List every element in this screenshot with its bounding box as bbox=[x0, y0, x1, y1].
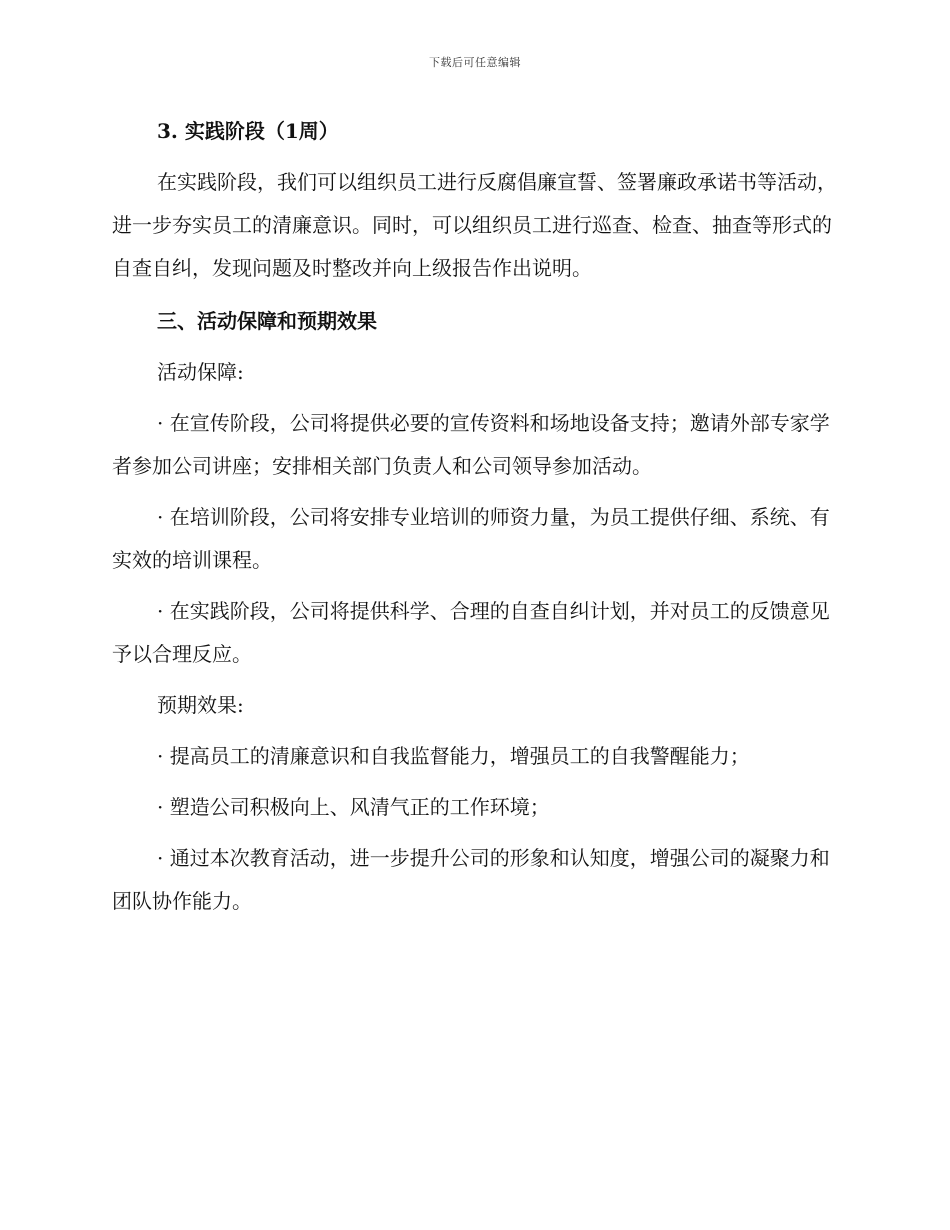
paragraph-practice-stage: 在实践阶段，我们可以组织员工进行反腐倡廉宣誓、签署廉政承诺书等活动，进一步夯实员工的清廉意识。同时，可以组织员工进行巡查、检查、抽查等形式的自查自纠，发现问题及时整改并向上级报告作出说明。 bbox=[112, 170, 837, 280]
section-heading-guarantee-and-effects: 三、活动保障和预期效果 bbox=[157, 309, 377, 333]
bullet-item-integrity-awareness: · 提高员工的清廉意识和自我监督能力，增强员工的自我警醒能力； bbox=[157, 744, 750, 768]
document-body bbox=[112, 110, 840, 923]
section-heading-practice-stage: 3. 实践阶段（1周） bbox=[157, 119, 339, 143]
subheading-expected-effects: 预期效果: bbox=[157, 693, 244, 717]
subheading-activity-guarantee: 活动保障: bbox=[157, 360, 244, 384]
page-header: 下载后可任意编辑 bbox=[429, 56, 521, 69]
bullet-item-work-environment: · 塑造公司积极向上、风清气正的工作环境； bbox=[157, 795, 550, 819]
bullet-item-practice: · 在实践阶段，公司将提供科学、合理的自查自纠计划，并对员工的反馈意见予以合理反应。 bbox=[112, 599, 830, 666]
bullet-item-publicity: · 在宣传阶段，公司将提供必要的宣传资料和场地设备支持；邀请外部专家学者参加公司讲座；安排相关部门负责人和公司领导参加活动。 bbox=[112, 411, 830, 478]
bullet-item-company-image: · 通过本次教育活动，进一步提升公司的形象和认知度，增强公司的凝聚力和团队协作能力。 bbox=[112, 846, 830, 913]
bullet-item-training: · 在培训阶段，公司将安排专业培训的师资力量，为员工提供仔细、系统、有实效的培训课程。 bbox=[112, 505, 830, 572]
